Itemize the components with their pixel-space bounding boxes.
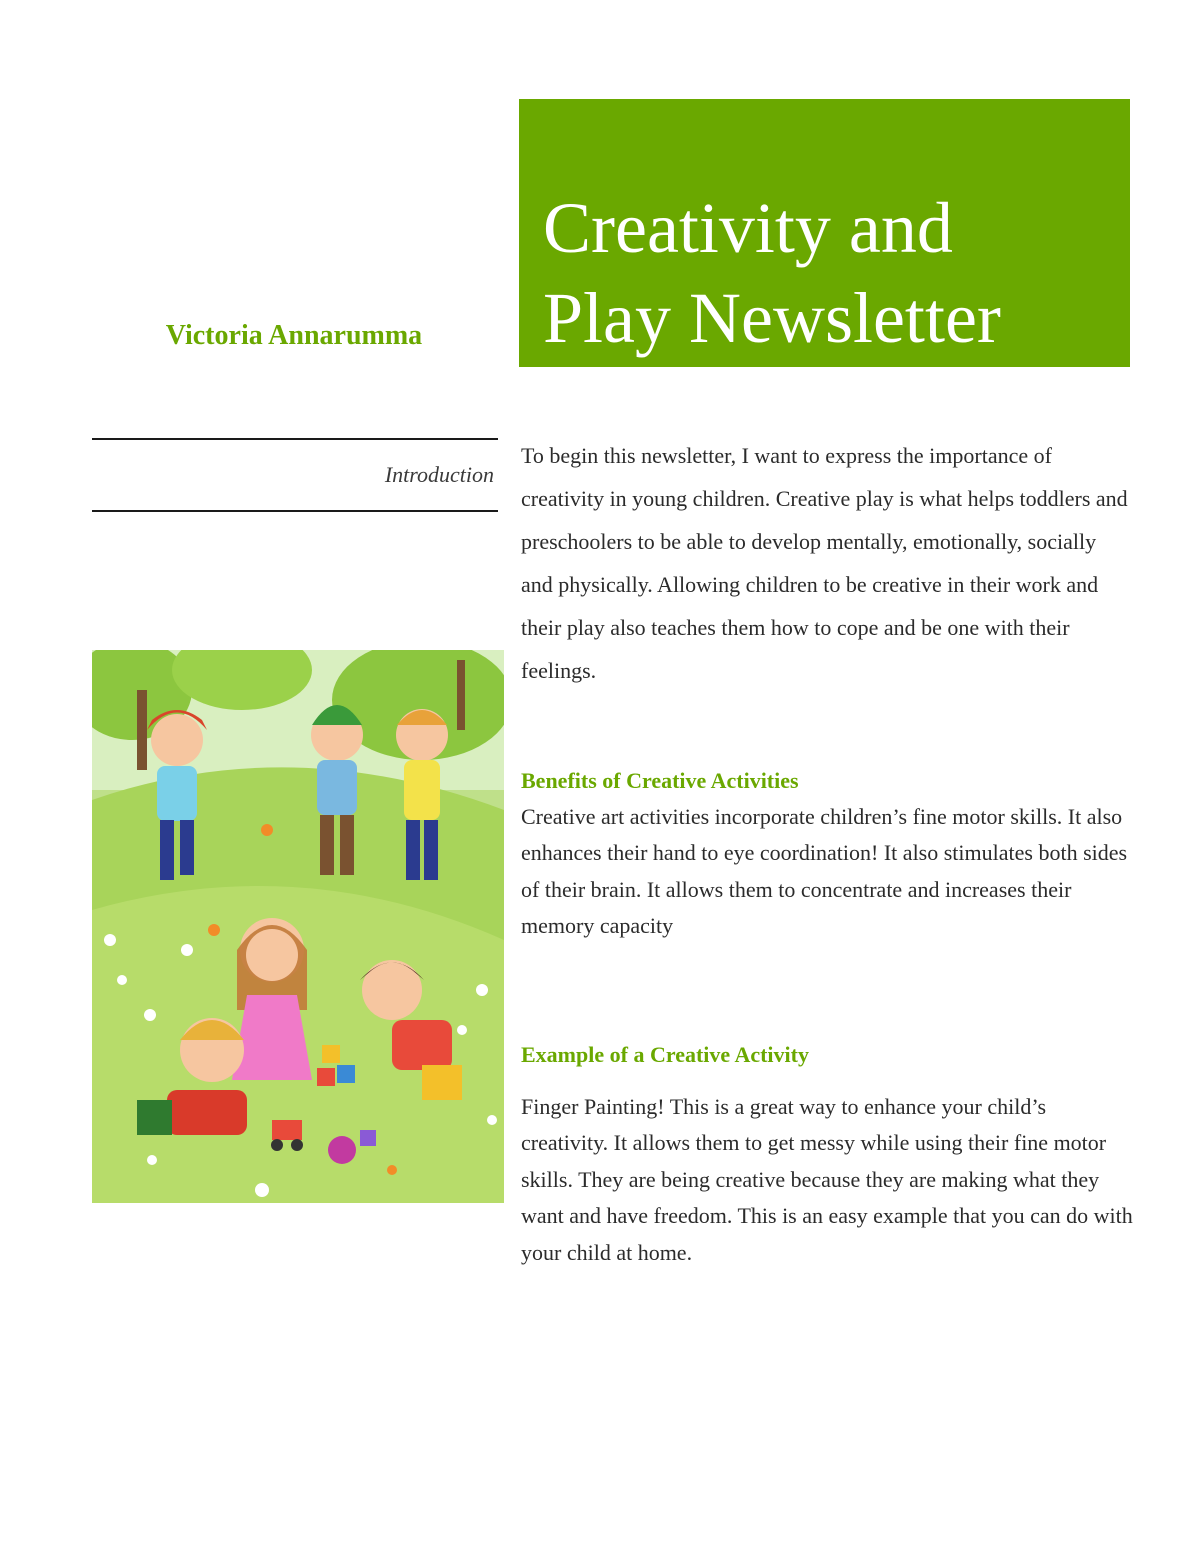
author-name: Victoria Annarumma	[165, 320, 423, 351]
title-banner	[519, 99, 1130, 367]
benefits-heading: Benefits of Creative Activities	[521, 768, 799, 793]
section-label-introduction: Introduction	[384, 462, 494, 487]
benefits-text: Creative art activities incorporate children’s fine motor skills. It also enhances their hand to eye coordination! It also stimulates both sides of their brain. It allows them to concentrate and increases their memory capacity	[521, 804, 1128, 939]
benefits-paragraph	[521, 799, 1133, 945]
newsletter-title-line-1: Creativity and	[543, 188, 953, 268]
introduction-text: To begin this newsletter, I want to express the importance of creativity in young children. Creative play is what helps toddlers and preschoolers to be able to develop mentally, emotionally, socially and physically. Allowing children to be creative in their work and their play also teaches them how to cope and be one with their feelings.	[521, 443, 1128, 683]
children-playing-illustration	[92, 650, 504, 1203]
newsletter-title-line-2: Play Newsletter	[543, 278, 1001, 358]
section-divider-top	[92, 438, 498, 440]
introduction-paragraph	[521, 434, 1133, 692]
example-heading: Example of a Creative Activity	[521, 1042, 809, 1067]
example-text: Finger Painting! This is a great way to enhance your child’s creativity. It allows them to get messy while using their fine motor skills. They are being creative because they are making what they want and have freedom. This is an easy example that you can do with your child at home.	[521, 1094, 1133, 1265]
section-divider-bottom	[92, 510, 498, 512]
example-paragraph	[521, 1089, 1133, 1271]
